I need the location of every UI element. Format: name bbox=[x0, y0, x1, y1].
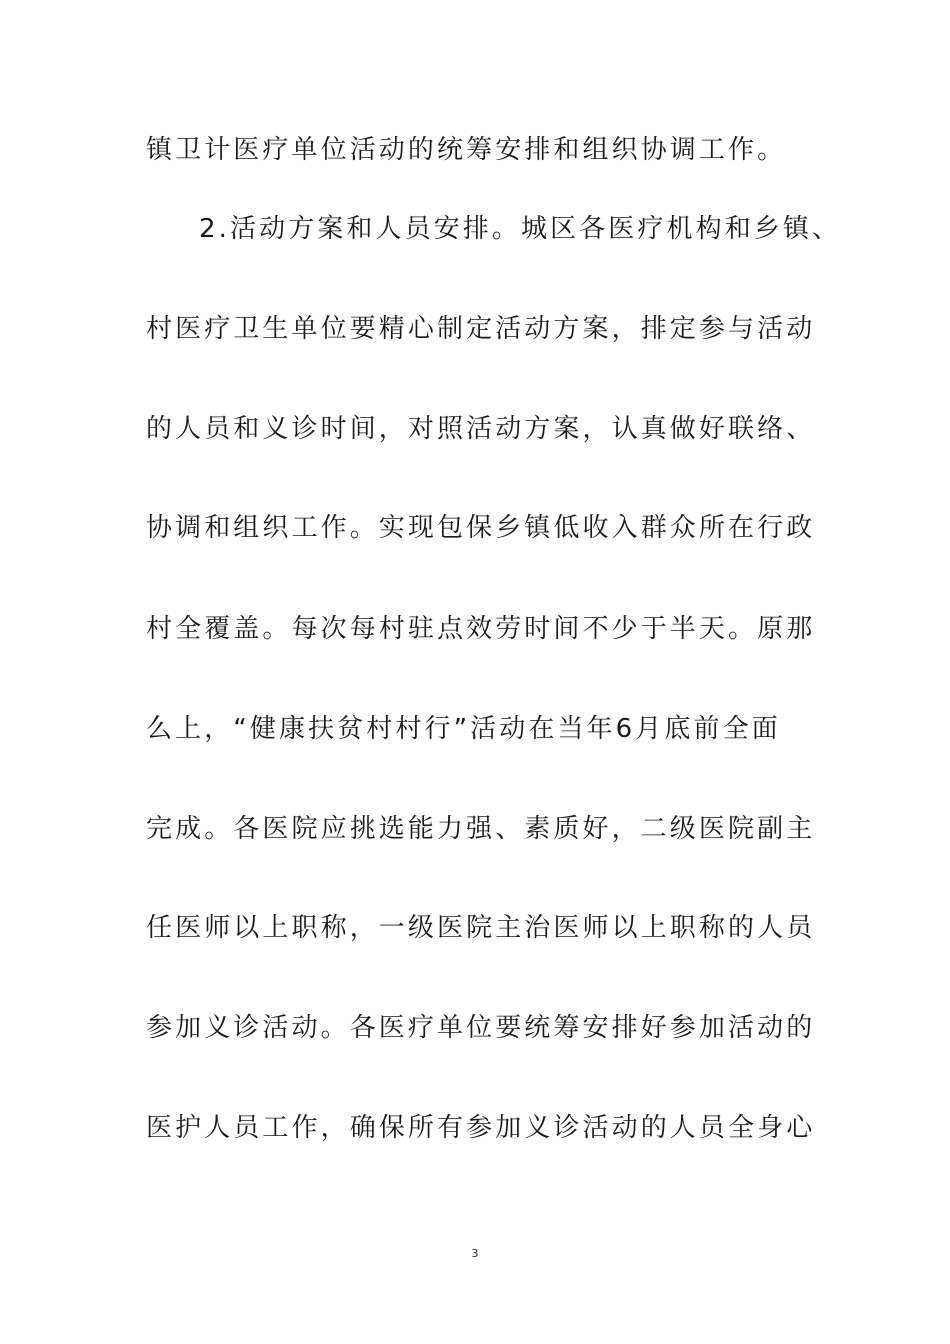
text-line: 协调和组织工作。实现包保乡镇低收入群众所在行政 bbox=[146, 513, 816, 543]
text-line: 镇卫计医疗单位活动的统筹安排和组织协调工作。 bbox=[146, 135, 787, 165]
text-line: 参加义诊活动。各医疗单位要统筹安排好参加活动的 bbox=[146, 1013, 816, 1043]
text-line: 村全覆盖。每次每村驻点效劳时间不少于半天。原那 bbox=[146, 614, 816, 644]
text-line: 2.活动方案和人员安排。城区各医疗机构和乡镇、 bbox=[199, 214, 842, 244]
text-line: 完成。各医院应挑选能力强、素质好，二级医院副主 bbox=[146, 814, 816, 844]
text-line: 任医师以上职称，一级医院主治医师以上职称的人员 bbox=[146, 913, 816, 943]
text-line: 村医疗卫生单位要精心制定活动方案，排定参与活动 bbox=[146, 314, 816, 344]
text-line: 的人员和义诊时间，对照活动方案，认真做好联络、 bbox=[146, 414, 816, 444]
text-line: 医护人员工作，确保所有参加义诊活动的人员全身心 bbox=[146, 1113, 816, 1143]
page-number: 3 bbox=[471, 1247, 479, 1260]
text-line: 么上，“健康扶贫村村行”活动在当年6月底前全面 bbox=[146, 714, 781, 744]
